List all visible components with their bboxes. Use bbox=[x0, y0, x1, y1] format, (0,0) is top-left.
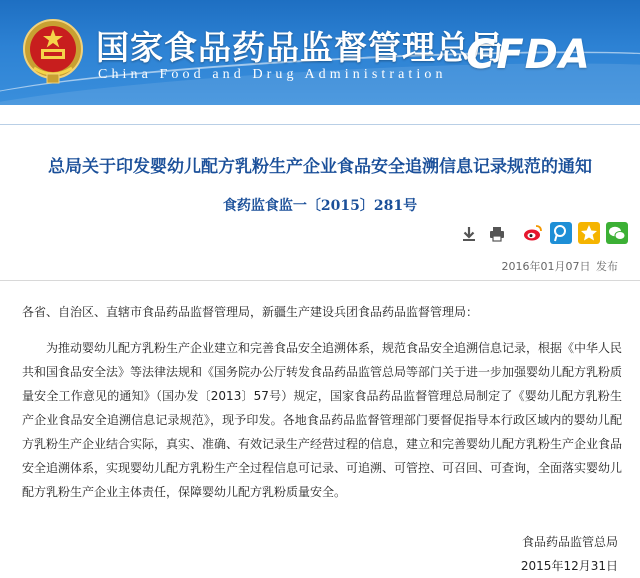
document-number: 食药监食监一〔2015〕281号 bbox=[222, 198, 418, 214]
publish-label: 发布 bbox=[596, 260, 618, 273]
signoff-organization: 食品药品监管总局 bbox=[521, 535, 618, 549]
share-bar bbox=[522, 222, 628, 244]
article-body bbox=[22, 300, 622, 504]
download-icon[interactable] bbox=[458, 223, 480, 245]
salutation: 各省、自治区、直辖市食品药品监督管理局，新疆生产建设兵团食品药品监督管理局： bbox=[22, 305, 479, 319]
signoff bbox=[521, 530, 618, 578]
publish-info bbox=[500, 258, 619, 274]
national-emblem-icon bbox=[20, 16, 86, 86]
site-title: 国家食品药品监督管理总局 bbox=[96, 28, 504, 67]
tencent-weibo-icon[interactable] bbox=[550, 222, 572, 244]
body-paragraph: 为推动婴幼儿配方乳粉生产企业建立和完善食品安全追溯体系，规范食品安全追溯信息记录，根据《中华人民共和国食品安全法》等法律法规和《国务院办公厅转发食品药品监管总局等部门关于进一步加强婴幼儿配方乳粉质量安全工作意见的通知》（国办发〔2013〕57号）规定，国家食品药品监督管理总局制定了《婴幼儿配方乳粉生产企业食品安全追溯信息记录规范》，现予印发。各地食品药品监督管理部门要督促指导本行政区域内的婴幼儿配方乳粉生产企业结合实际，真实、准确、有效记录生产经营过程的信息，建立和完善婴幼儿配方乳粉生产企业食品安全追溯体系，实现婴幼儿配方乳粉生产全过程信息可记录、可追溯、可管控、可召回、可查询，全面落实婴幼儿配方乳粉生产企业主体责任，保障婴幼儿配方乳粉质量安全。 bbox=[22, 341, 623, 499]
signoff-date: 2015年12月31日 bbox=[520, 559, 618, 573]
article-tools bbox=[458, 222, 508, 246]
site-header-banner bbox=[0, 0, 640, 105]
site-subtitle: China Food and Drug Administration bbox=[98, 67, 447, 82]
wechat-icon[interactable] bbox=[606, 222, 628, 244]
divider bbox=[0, 280, 640, 281]
qzone-icon[interactable] bbox=[578, 222, 600, 244]
cfda-logo: CFDA bbox=[466, 32, 591, 78]
divider bbox=[0, 124, 640, 125]
weibo-icon[interactable] bbox=[522, 222, 544, 244]
print-icon[interactable] bbox=[486, 223, 508, 245]
article-title: 总局关于印发婴幼儿配方乳粉生产企业食品安全追溯信息记录规范的通知 bbox=[48, 157, 592, 177]
publish-date: 2016年01月07日 bbox=[501, 260, 591, 273]
